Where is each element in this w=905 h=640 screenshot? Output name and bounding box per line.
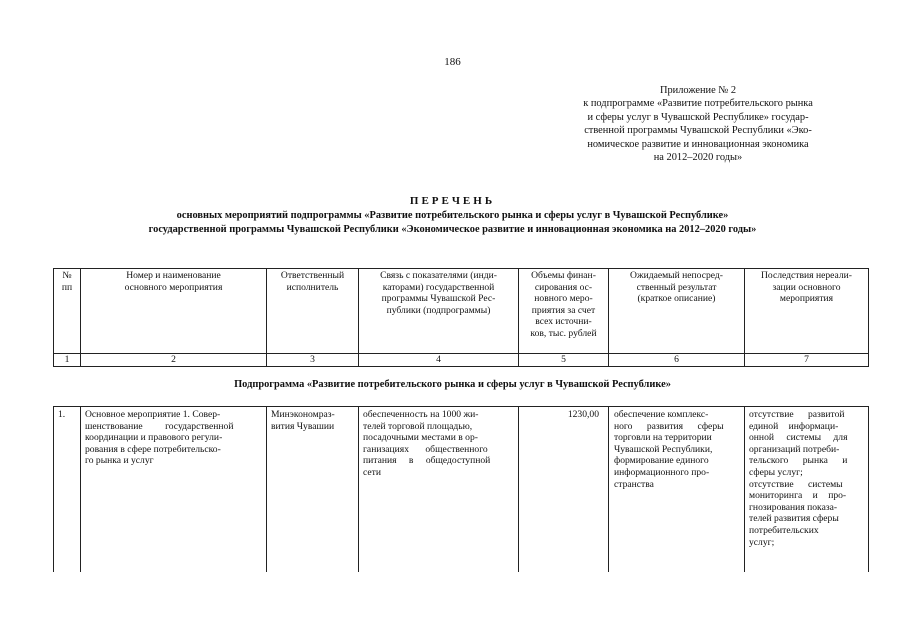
column-number: 2 xyxy=(171,354,176,365)
table-border xyxy=(744,406,745,572)
table-border xyxy=(53,268,869,269)
appendix-note xyxy=(552,84,844,164)
row-name: Основное мероприятие 1. Совер- шенствование государственной координации и правового регули- рования в сфере потребительско- го рынка и услуг xyxy=(85,409,234,467)
table-border xyxy=(868,268,869,367)
table-border xyxy=(608,406,609,572)
table-border xyxy=(266,406,267,572)
table-border xyxy=(53,406,869,407)
document-title: ПЕРЕЧЕНЬ xyxy=(409,195,496,207)
appendix-line: и сферы услуг в Чувашской Республике» государ- xyxy=(587,111,809,123)
subprogram-title: Подпрограмма «Развитие потребительского рынка и сферы услуг в Чувашской Республике» xyxy=(234,379,671,390)
row-number: 1. xyxy=(58,409,66,420)
table-border xyxy=(53,406,54,572)
column-number: 4 xyxy=(436,354,441,365)
table-border xyxy=(80,406,81,572)
appendix-line: на 2012–2020 годы» xyxy=(653,152,743,164)
table-border xyxy=(358,406,359,572)
appendix-line: Приложение № 2 xyxy=(659,85,737,96)
row-indicator: обеспеченность на 1000 жи- телей торговой площадью, посадочными местами в ор- ганизациях общественного питания в общедоступной сети xyxy=(363,409,491,478)
table-border xyxy=(868,406,869,572)
header-result: Ожидаемый непосред- ственный результат (краткое описание) xyxy=(630,270,723,305)
header-name: Номер и наименование основного мероприятия xyxy=(124,270,223,293)
column-number: 3 xyxy=(310,354,315,365)
column-number: 6 xyxy=(674,354,679,365)
header-consequences: Последствия нереали- зации основного мероприятия xyxy=(761,270,852,305)
document-subtitle-line-1: основных мероприятий подпрограммы «Развитие потребительского рынка и сферы услуг в Чувашской Республике» xyxy=(176,210,729,221)
document-subtitle-line-2: государственной программы Чувашской Республики «Экономическое развитие и инновационная экономика на 2012–2020 годы» xyxy=(148,224,757,235)
appendix-line: к подпрограмме «Развитие потребительского рынка xyxy=(583,98,813,110)
table-border xyxy=(518,406,519,572)
header-num: № пп xyxy=(61,270,73,293)
page-number: 186 xyxy=(444,56,461,68)
row-funding: 1230,00 xyxy=(567,409,599,420)
appendix-line: номическое развитие и инновационная экономика xyxy=(587,138,809,150)
column-number: 7 xyxy=(804,354,809,365)
row-consequences: отсутствие развитой единой информаци- онной системы для организаций потреби- тельского рынка и сферы услуг; отсутствие системы мониторинга и про- гнозирования показа- телей развития сферы потребительских услуг; xyxy=(749,409,848,548)
header-executor: Ответственный исполнитель xyxy=(280,270,345,293)
column-number: 5 xyxy=(561,354,566,365)
row-result: обеспечение комплекс- ного развития сферы торговли на территории Чувашской Республики, формирование единого информационного про- странства xyxy=(614,409,724,490)
column-number: 1 xyxy=(64,354,70,365)
header-funding: Объемы финан- сирования ос- новного меро- приятия за счет всех источни- ков, тыс. рублей xyxy=(530,270,597,339)
table-border xyxy=(53,366,869,367)
appendix-line: ственной программы Чувашской Республики «Эко- xyxy=(584,125,812,137)
row-executor: Минэкономраз- вития Чувашии xyxy=(271,409,335,432)
header-indicator: Связь с показателями (инди- каторами) государственной программы Чувашской Рес- публики (подпрограммы) xyxy=(380,270,497,316)
